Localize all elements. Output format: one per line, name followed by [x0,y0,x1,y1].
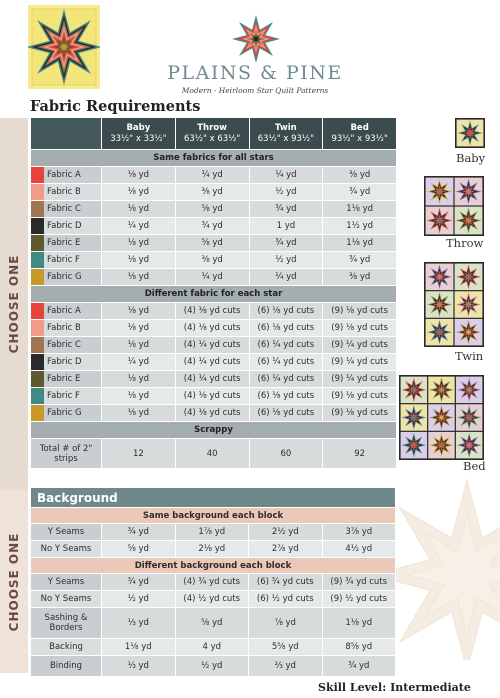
background-title: Background [31,488,396,508]
scrappy-label: Total # of 2" strips [31,439,102,469]
background-star-watermark [392,470,500,660]
background-amount: ¾ yd [322,656,396,677]
brand-name: PLAINS & PINE [167,62,343,84]
section-heading: Different background each block [31,558,396,574]
preview-twin-quilt [424,262,484,347]
background-row-label: Binding [31,656,102,677]
fabric-amount: (9) ⅛ yd cuts [323,405,397,422]
fabric-color-swatch [31,405,44,421]
background-row [31,524,396,541]
fabric-amount: ⅛ yd [102,167,176,184]
background-amount: ⅝ yd [102,541,176,558]
preview-block-star [402,378,427,403]
fabric-color-swatch [31,320,44,336]
fabric-color-swatch [31,371,44,387]
fabric-color-swatch [31,235,44,251]
fabric-row [31,320,397,337]
background-amount: 2½ yd [249,524,323,541]
scrappy-value: 60 [249,439,323,469]
section-heading: Same background each block [31,508,396,524]
preview-block-star [402,433,427,458]
fabric-label: Fabric A [47,170,81,180]
fabric-amount: ¾ yd [249,201,323,218]
fabric-color-swatch [31,388,44,404]
fabric-label: Fabric F [47,255,80,265]
fabric-requirements-table [30,117,397,469]
size-header-bed: Bed 93½" x 93½" [323,118,397,150]
section-scrappy [31,422,397,439]
preview-block-star [427,265,452,290]
fabric-amount: (6) ⅛ yd cuts [249,303,323,320]
preview-label-throw: Throw [446,236,484,250]
background-amount: (9) ¾ yd cuts [322,574,396,591]
fabric-amount: (6) ¼ yd cuts [249,371,323,388]
logo-star-icon [231,14,281,64]
fabric-amount: (9) ¼ yd cuts [323,371,397,388]
background-row [31,608,396,639]
preview-block-star [429,405,454,430]
fabric-amount: ¼ yd [175,269,249,286]
fabric-amount: ⅛ yd [102,388,176,405]
fabric-amount: ⅛ yd [102,252,176,269]
fabric-amount: ⅜ yd [175,184,249,201]
preview-block-star [429,433,454,458]
fabric-amount: (9) ⅛ yd cuts [323,320,397,337]
fabric-amount: (9) ⅛ yd cuts [323,388,397,405]
background-amount: 3⅞ yd [322,524,396,541]
fabric-amount: ¾ yd [323,252,397,269]
fabric-amount: ⅝ yd [175,235,249,252]
fabric-label-cell [31,167,102,184]
fabric-amount: (6) ¼ yd cuts [249,354,323,371]
fabric-amount: 1⅛ yd [323,201,397,218]
fabric-amount: 1½ yd [323,218,397,235]
fabric-label-cell [31,405,102,422]
fabric-amount: (6) ⅛ yd cuts [249,405,323,422]
fabric-amount: ½ yd [249,252,323,269]
fabric-row [31,269,397,286]
fabric-amount: (9) ¼ yd cuts [323,337,397,354]
fabric-label-cell [31,303,102,320]
fabric-color-swatch [31,218,44,234]
background-row [31,656,396,677]
fabric-label-cell [31,218,102,235]
fabric-row [31,235,397,252]
preview-block-star [457,378,482,403]
fabric-amount: ½ yd [249,184,323,201]
preview-block-star [456,292,481,317]
fabric-amount: ⅛ yd [102,337,176,354]
same-fabrics-rows [31,167,397,286]
fabric-label-cell [31,201,102,218]
section-heading: Same fabrics for all stars [31,150,397,167]
fabric-color-swatch [31,201,44,217]
fabric-color-swatch [31,269,44,285]
fabric-label: Fabric B [47,187,81,197]
section-heading: Scrappy [31,422,397,439]
fabric-label: Fabric G [47,408,82,418]
fabric-row [31,337,397,354]
fabric-amount: ⅛ yd [102,201,176,218]
fabric-row [31,184,397,201]
size-header-twin: Twin 63½" x 93½" [249,118,323,150]
fabric-color-swatch [31,184,44,200]
fabric-amount: ⅛ yd [102,235,176,252]
fabric-label: Fabric G [47,272,82,282]
section-same-background [31,508,396,524]
background-amount: 5⅝ yd [249,639,323,656]
fabric-row [31,201,397,218]
fabric-label-cell [31,269,102,286]
preview-label-baby: Baby [456,151,486,165]
background-row-label: No Y Seams [31,591,102,608]
preview-block-star [456,208,482,234]
fabric-row [31,252,397,269]
fabric-amount: (4) ⅛ yd cuts [175,320,249,337]
fabric-amount: (9) ⅛ yd cuts [323,303,397,320]
fabric-row [31,371,397,388]
preview-block-star [456,265,481,290]
fabric-amount: ⅛ yd [102,269,176,286]
fabric-label-cell [31,337,102,354]
section-heading: Different fabric for each star [31,286,397,303]
fabric-label: Fabric D [47,221,82,231]
background-table [30,487,396,677]
fabric-label: Fabric E [47,374,81,384]
preview-baby-quilt [455,118,485,148]
fabric-amount: ⅛ yd [102,405,176,422]
skill-level: Skill Level: Intermediate [318,681,471,694]
fabric-amount: ⅛ yd [102,320,176,337]
fabric-amount: (4) ⅛ yd cuts [175,388,249,405]
preview-block-star [456,320,481,345]
fabric-amount: (9) ¼ yd cuts [323,354,397,371]
background-amount: 1⅞ yd [175,524,249,541]
fabric-label: Fabric F [47,391,80,401]
background-amount: ⅓ yd [102,656,176,677]
background-title-row [31,488,396,508]
fabric-label-cell [31,252,102,269]
fabric-amount: (6) ¼ yd cuts [249,337,323,354]
fabric-color-swatch [31,252,44,268]
fabric-amount: ⅜ yd [323,269,397,286]
section-same-fabrics [31,150,397,167]
brand-tagline: Modern · Heirloom Star Quilt Patterns [181,86,329,95]
fabric-row [31,167,397,184]
fabric-amount: 1 yd [249,218,323,235]
fabric-label-cell [31,184,102,201]
different-background-rows [31,574,396,608]
preview-block-star [427,208,453,234]
fabric-label: Fabric B [47,323,81,333]
fabric-amount: ⅜ yd [323,167,397,184]
fabric-amount: ⅛ yd [102,371,176,388]
fabric-row [31,303,397,320]
background-amount: 8⅝ yd [322,639,396,656]
fabric-label-cell [31,354,102,371]
preview-block-star [427,179,453,205]
background-row-label: Y Seams [31,524,102,541]
preview-block-star [427,292,452,317]
section-different-fabrics [31,286,397,303]
fabric-label: Fabric A [47,306,81,316]
background-row [31,541,396,558]
scrappy-total-row [31,439,397,469]
background-amount: (4) ½ yd cuts [175,591,249,608]
fabric-amount: ⅛ yd [102,184,176,201]
size-header-row [31,118,397,150]
fabric-amount: (4) ¼ yd cuts [175,337,249,354]
preview-block-star [456,179,482,205]
fabric-amount: ¼ yd [249,167,323,184]
background-amount: ⅓ yd [102,608,176,639]
fabric-label-cell [31,388,102,405]
fabric-amount: ¼ yd [175,167,249,184]
preview-bed-quilt [399,375,484,460]
background-amount: 2⅛ yd [175,541,249,558]
watermark-star-shape [392,480,500,660]
header-corner [31,118,102,150]
fabric-row [31,354,397,371]
background-amount: ⅞ yd [249,608,323,639]
background-amount: 4 yd [175,639,249,656]
background-row-label: Y Seams [31,574,102,591]
choose-one-label: CHOOSE ONE [7,254,21,354]
scrappy-value: 12 [102,439,176,469]
background-row [31,639,396,656]
fabric-amount: (4) ⅛ yd cuts [175,405,249,422]
choose-one-label: CHOOSE ONE [7,532,21,631]
background-amount: (4) ¾ yd cuts [175,574,249,591]
fabric-row [31,218,397,235]
fabric-amount: ¾ yd [175,218,249,235]
fabric-amount: (4) ¼ yd cuts [175,354,249,371]
preview-label-twin: Twin [455,349,484,363]
fabric-amount: ¼ yd [249,269,323,286]
choose-one-band-background [0,490,28,673]
fabric-color-swatch [31,167,44,183]
preview-throw-quilt [424,176,484,236]
preview-block-star [427,320,452,345]
fabric-row [31,388,397,405]
scrappy-value: 92 [323,439,397,469]
fabric-amount: (4) ¼ yd cuts [175,371,249,388]
background-amount: 4½ yd [322,541,396,558]
fabric-amount: 1⅛ yd [323,235,397,252]
fabric-amount: ¼ yd [102,354,176,371]
background-row [31,574,396,591]
fabric-label-cell [31,235,102,252]
fabric-amount: (6) ⅛ yd cuts [249,388,323,405]
fabric-color-swatch [31,337,44,353]
background-row [31,591,396,608]
fabric-amount: ⅜ yd [175,252,249,269]
section-different-background [31,558,396,574]
background-amount: 1⅛ yd [322,608,396,639]
size-header-baby: Baby 33½" x 33½" [102,118,176,150]
fabric-amount: ⅝ yd [175,201,249,218]
fabric-amount: ¾ yd [323,184,397,201]
preview-block-star [429,378,454,403]
extra-material-rows [31,608,396,677]
size-header-throw: Throw 63½" x 63½" [175,118,249,150]
background-row-label: Sashing & Borders [31,608,102,639]
hero-quilt-image [28,5,100,89]
same-background-rows [31,524,396,558]
preview-label-bed: Bed [463,459,486,473]
fabric-amount: ¼ yd [102,218,176,235]
fabric-color-swatch [31,303,44,319]
fabric-amount: (6) ⅛ yd cuts [249,320,323,337]
scrappy-value: 40 [175,439,249,469]
fabric-label-cell [31,371,102,388]
choose-one-band-fabrics [0,118,28,490]
background-amount: ⅔ yd [249,656,323,677]
background-row-label: Backing [31,639,102,656]
fabric-label: Fabric C [47,340,81,350]
background-amount: (6) ¾ yd cuts [249,574,323,591]
preview-block-star [457,433,482,458]
different-fabrics-rows [31,303,397,422]
background-amount: 1⅛ yd [102,639,176,656]
logo-star-shape [232,15,280,63]
fabric-amount: ¾ yd [249,235,323,252]
background-amount: ¾ yd [102,574,176,591]
background-amount: ¾ yd [102,524,176,541]
background-row-label: No Y Seams [31,541,102,558]
fabric-label: Fabric D [47,357,82,367]
background-amount: ½ yd [102,591,176,608]
background-amount: (6) ½ yd cuts [249,591,323,608]
background-amount: ⅝ yd [175,608,249,639]
fabric-amount: ⅛ yd [102,303,176,320]
preview-block-star [402,405,427,430]
fabric-amount: (4) ⅛ yd cuts [175,303,249,320]
preview-block-star [458,121,483,146]
background-amount: 2⅞ yd [249,541,323,558]
fabric-color-swatch [31,354,44,370]
background-amount: (9) ½ yd cuts [322,591,396,608]
preview-block-star [457,405,482,430]
fabric-label: Fabric C [47,204,81,214]
fabric-label: Fabric E [47,238,81,248]
background-amount: ½ yd [175,656,249,677]
fabric-label-cell [31,320,102,337]
page-title: Fabric Requirements [30,98,201,115]
fabric-row [31,405,397,422]
